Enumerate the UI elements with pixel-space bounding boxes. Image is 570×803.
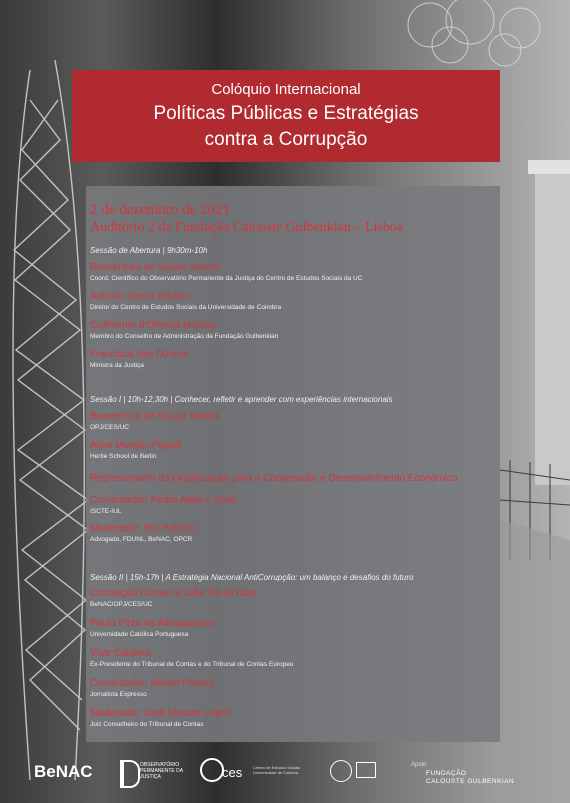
speaker-name: Conceição Gomes e João Paulo Dias xyxy=(90,588,257,599)
speaker xyxy=(90,262,496,283)
speaker-name: Boaventura de Sousa Santos xyxy=(90,262,221,273)
speaker xyxy=(90,320,496,341)
speaker xyxy=(90,523,496,544)
speaker xyxy=(90,411,496,432)
speaker-affiliation: Advogado, FDUNL, BeNAC, OPCR xyxy=(90,536,193,543)
speaker-affiliation: Universidade Católica Portuguesa xyxy=(90,631,189,638)
speaker xyxy=(90,440,496,461)
ces-logo-subtitle: Centro de Estudos Sociais Universidade de Coimbra xyxy=(253,765,301,775)
speaker-affiliation: Ex-Presidente do Tribunal de Contas e do Tribunal de Contas Europeu xyxy=(90,661,294,668)
program-panel xyxy=(86,186,500,742)
speaker-affiliation: Juiz Conselheiro do Tribunal de Contas xyxy=(90,721,204,728)
speaker xyxy=(90,495,496,516)
speaker-name: António Sousa Ribeiro xyxy=(90,291,190,302)
speaker-affiliation: Ministra da Justiça xyxy=(90,362,144,369)
speaker xyxy=(90,473,496,485)
speaker-name: Moderador: Rui Patrício xyxy=(90,523,196,534)
event-date: 2 de dezembro de 2021 xyxy=(90,202,230,218)
benac-logo: BeNAC xyxy=(34,762,93,781)
speaker-name: Alina Mungiu-Pippidi xyxy=(90,440,182,451)
speaker xyxy=(90,678,496,699)
event-kicker: Colóquio Internacional xyxy=(211,81,361,98)
speaker-name: Moderador: José Mouraz Lopes xyxy=(90,708,232,719)
speaker xyxy=(90,708,496,729)
speaker-affiliation: Diretor do Centro de Estudos Sociais da Universidade de Coimbra xyxy=(90,304,282,311)
opj-logo-icon xyxy=(120,760,140,788)
speaker-name: Vítor Caldeira xyxy=(90,648,152,659)
speaker-affiliation: Coord. Científico do Observatório Permanente da Justiça do Centro de Estudos Sociais da UC xyxy=(90,275,363,282)
ces-logo-text: ces xyxy=(222,765,243,780)
gulbenkian-line2: CALOUSTE GULBENKIAN xyxy=(426,778,515,785)
speaker-affiliation: Jornalista Expresso xyxy=(90,691,147,698)
gulbenkian-logo xyxy=(426,770,514,786)
speaker-name: Boaventura de Sousa Santos xyxy=(90,411,221,422)
event-title-line2: contra a Corrupção xyxy=(204,129,368,150)
event-title-line1: Políticas Públicas e Estratégias xyxy=(153,103,419,124)
sponsor-logos xyxy=(0,752,570,803)
event-venue: Auditório 2 da Fundação Calouste Gulbenkian – Lisboa xyxy=(90,220,403,235)
support-label: Apoio xyxy=(411,762,427,768)
speaker-affiliation: ISCTE-IUL xyxy=(90,508,122,515)
session-title: Sessão II | 15h-17h | A Estratégia Nacional AntiCorrupção: um balanço e desafios do futuro xyxy=(90,573,414,582)
speaker-name: Paulo Pinto de Albuquerque xyxy=(90,618,214,629)
speaker xyxy=(90,648,496,669)
speaker xyxy=(90,291,496,312)
title-banner xyxy=(72,70,500,162)
speaker-name: Comentador: Micael Pereira xyxy=(90,678,215,689)
speaker-name: Representante da Organização para a Cooperação e Desenvolvimento Económico xyxy=(90,473,458,484)
speaker xyxy=(90,588,496,609)
speaker-affiliation: BeNAC/OPJ/CES/UC xyxy=(90,601,153,608)
unesco-temple-icon xyxy=(356,762,376,778)
speaker xyxy=(90,349,496,370)
speaker-affiliation: OPJ/CES/UC xyxy=(90,424,130,431)
session-title: Sessão de Abertura | 9h30m-10h xyxy=(90,246,208,255)
ces-logo-icon xyxy=(200,758,224,782)
opj-logo-text: OBSERVATÓRIO PERMANENTE DA JUSTIÇA xyxy=(140,762,183,780)
speaker-affiliation: Hertie School de Berlin xyxy=(90,453,157,460)
session-title: Sessão I | 10h-12,30h | Conhecer, refletir e aprender com experiências internacionais xyxy=(90,395,393,404)
university-seal-icon xyxy=(330,760,352,782)
speaker xyxy=(90,618,496,639)
speaker-affiliation: Membro do Conselho de Administração da Fundação Gulbenkian xyxy=(90,333,279,340)
gulbenkian-line1: FUNDAÇÃO xyxy=(426,770,467,777)
speaker-name: Francisca Van Dunem xyxy=(90,349,189,360)
speaker-name: Comentador: Pedro Adão e Silva xyxy=(90,495,236,506)
speaker-name: Guilherme d'Oliveira Martins xyxy=(90,320,216,331)
